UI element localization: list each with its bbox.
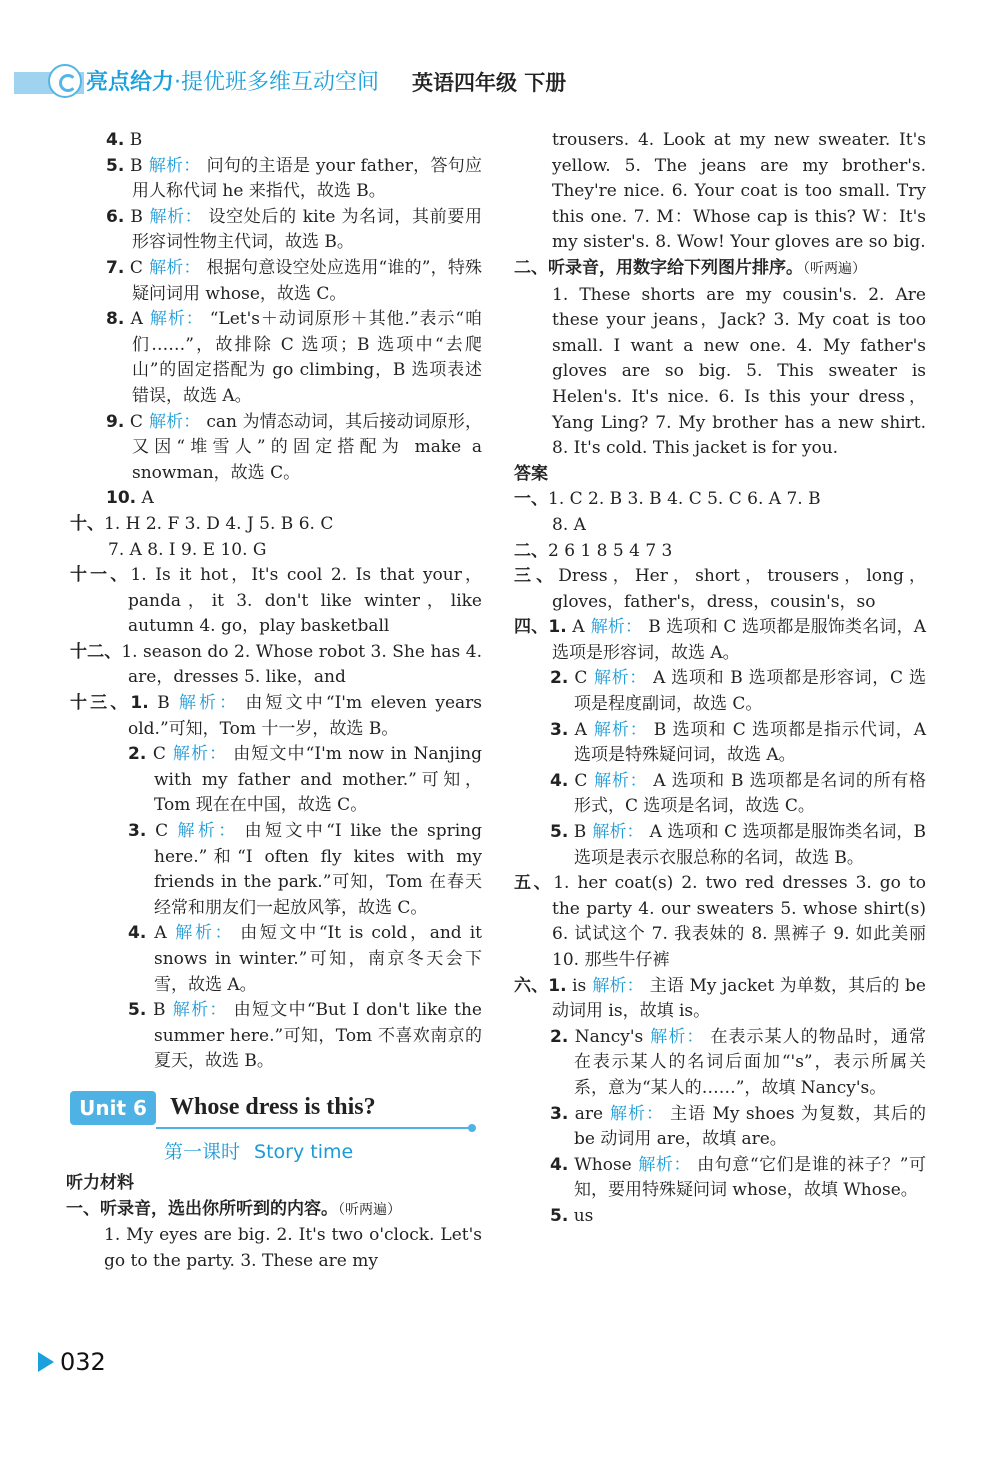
answer-item: 5. B 解析： 问句的主语是 your father，答句应用人称代词 he 来指代，故选 B。 xyxy=(106,155,483,202)
answer-section-5: 五、1. her coat(s) 2. two red dresses 3. go to the party 4. our sweaters 5. whose shirt(s) 6. 试试这个 7. 我表妹的 8. 黑裤子 9. 如此美丽 10. 那些牛仔裤 xyxy=(514,873,926,970)
listening-section-2-text: 1. These shorts are my cousin's. 2. Are these your jeans，Jack? 3. My coat is too small. I want a new one. 4. My father's gloves are so big. 5. This sweater is Helen's. It's nice. 6. Is this your dress，Yang Ling? 7. My brother has a new shirt. 8. It's cold. This jacket is for you. xyxy=(552,284,926,459)
listening-section-1-text: 1. My eyes are big. 2. It's two o'clock. Let's go to the party. 3. These are my xyxy=(104,1225,482,1271)
answer-item: 8. A 解析： “Let's＋动词原形＋其他.”表示“咱们……”，故排除 C 选项；B 选项中“去爬山”的固定搭配为 go climbing，B 选项表述错误，故选 A。 xyxy=(106,309,483,406)
section-13: 十三、1. B 解析： 由短文中“I'm eleven years old.”可知，Tom 十一岁，故选 B。 xyxy=(70,693,482,739)
brand-subtitle: ·提优班多维互动空间 xyxy=(174,70,380,95)
answer-item: 10. A xyxy=(106,488,154,509)
right-column xyxy=(514,128,926,1230)
answers-title: 答案 xyxy=(514,463,548,484)
section-12: 十二、1. season do 2. Whose robot 3. She has 4. are，dresses 5. like，and xyxy=(70,641,482,688)
listening-section-1-cont: trousers. 4. Look at my new sweater. It's yellow. 5. The jeans are my brother's. They're nice. 6. Your coat is too small. Try this one. 7. M：Whose cap is this? W：It's my sister's. 8. Wow! Your gloves are so big. xyxy=(552,130,926,253)
section-10: 十、1. H 2. F 3. D 4. J 5. B 6. C xyxy=(70,513,334,534)
answer-section-2: 二、2 6 1 8 5 4 7 3 xyxy=(514,540,673,561)
unit-badge: Unit 6 xyxy=(70,1091,156,1125)
answer-item: 7. C 解析： 根据句意设空处应选用“谁的”，特殊疑问词用 whose，故选 C。 xyxy=(106,257,483,304)
page-number xyxy=(38,1347,106,1377)
answer-item: 3. C 解析： 由短文中“I like the spring here.”和“I often fly kites with my friends in the park.”可知，Tom 在春天经常和朋友们一起放风筝，故选 C。 xyxy=(128,821,483,918)
page-header xyxy=(0,60,1000,106)
page-marker-icon xyxy=(38,1352,54,1372)
lesson-name: Story time xyxy=(254,1140,354,1163)
answer-section-6: 六、1. is 解析： 主语 My jacket 为单数，其后的 be 动词用 is，故填 is。 xyxy=(514,975,926,1022)
unit-underline-dot xyxy=(468,1124,476,1132)
answer-item: 2. C 解析： A 选项和 B 选项都是形容词，C 选项是程度副词，故选 C。 xyxy=(550,668,927,715)
unit-heading xyxy=(70,1089,482,1129)
unit-title: Whose dress is this? xyxy=(170,1093,376,1120)
listening-section-2: 二、听录音，用数字给下列图片排序。（听两遍） xyxy=(514,257,866,278)
answer-item: 3. A 解析： B 选项和 C 选项都是指示代词，A 选项是特殊疑问词，故选 A。 xyxy=(550,719,926,766)
answer-item: 4. A 解析： 由短文中“It is cold，and it snows in winter.”可知，南京冬天会下雪，故选 A。 xyxy=(128,923,483,995)
section-11: 十一、1. Is it hot，It's cool 2. Is that your，panda，it 3. don't like winter，like autumn 4. go，play basketball xyxy=(70,565,483,637)
answer-item: 5. B 解析： A 选项和 C 选项都是服饰类名词，B 选项是表示衣服总称的名词，故选 B。 xyxy=(550,822,926,868)
answer-section-3: 三、Dress，Her，short，trousers，long，gloves，father's，dress，cousin's，so xyxy=(514,566,926,612)
answer-section-1-line2: 8. A xyxy=(552,514,586,535)
book-title: 英语四年级 下册 xyxy=(412,71,567,95)
lesson-label: 第一课时 xyxy=(164,1140,241,1163)
answer-item: 5. us xyxy=(550,1205,594,1226)
answer-item: 2. C 解析： 由短文中“I'm now in Nanjing with my father and mother.”可知，Tom 现在在中国，故选 C。 xyxy=(128,744,483,816)
answer-item: 5. B 解析： 由短文中“But I don't like the summer here.”可知，Tom 不喜欢南京的夏天，故选 B。 xyxy=(128,1000,482,1072)
brand-title xyxy=(86,69,379,97)
left-column xyxy=(66,128,483,1274)
listening-section-1: 一、听录音，选出你所听到的内容。（听两遍） xyxy=(66,1198,401,1219)
answer-item: 4. C 解析： A 选项和 B 选项都是名词的所有格形式，C 选项是名词，故选 C。 xyxy=(550,770,926,817)
lesson-heading xyxy=(70,1133,482,1171)
answer-item: 9. C 解析： can 为情态动词，其后接动词原形，又因“堆雪人”的固定搭配为 make a snowman，故选 C。 xyxy=(106,411,483,483)
answer-item: 2. Nancy's 解析： 在表示某人的物品时，通常在表示某人的名词后面加“'s”，表示所属关系，意为“某人的……”，故填 Nancy's。 xyxy=(550,1026,927,1098)
answer-item: 6. B 解析： 设空处后的 kite 为名词，其前要用形容词性物主代词，故选 B。 xyxy=(106,206,483,253)
answer-item: 4. B xyxy=(106,130,143,150)
listening-title: 听力材料 xyxy=(66,1172,134,1193)
brand-name: 亮点给力 xyxy=(86,70,175,95)
answer-item: 4. Whose 解析： 由句意“它们是谁的袜子？”可知，要用特殊疑问词 whose，故填 Whose。 xyxy=(550,1154,927,1201)
answer-item: 3. are 解析： 主语 My shoes 为复数，其后的 be 动词用 are，故填 are。 xyxy=(550,1103,927,1150)
answer-section-1: 一、1. C 2. B 3. B 4. C 5. C 6. A 7. B xyxy=(514,489,821,510)
section-10-line2: 7. A 8. I 9. E 10. G xyxy=(108,539,267,560)
answer-section-4: 四、1. A 解析： B 选项和 C 选项都是服饰类名词，A 选项是形容词，故选 A。 xyxy=(514,617,927,663)
page-number-text: 032 xyxy=(60,1348,106,1376)
brand-logo-icon xyxy=(48,64,82,98)
unit-underline xyxy=(156,1127,470,1129)
